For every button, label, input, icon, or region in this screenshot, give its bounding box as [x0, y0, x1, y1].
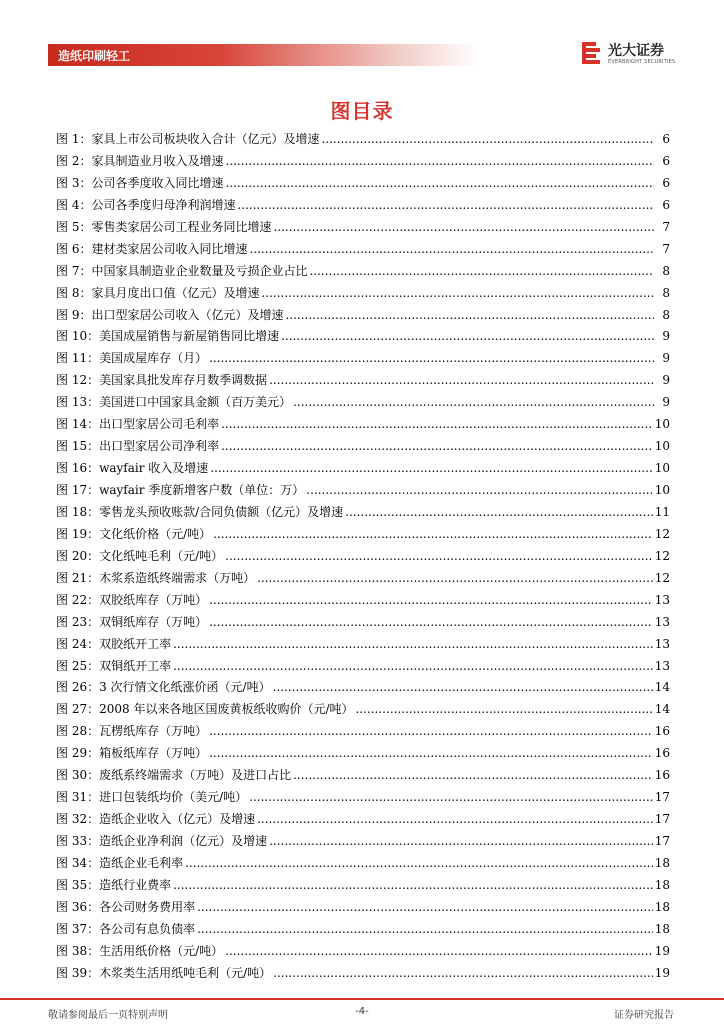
toc-leader-dots [225, 944, 653, 958]
toc-entry-page: 9 [662, 351, 670, 366]
toc-entry[interactable] [56, 130, 670, 152]
toc-entry-label: 图 24：双胶纸开工率 [56, 636, 172, 651]
page-title: 图目录 [330, 99, 394, 123]
toc-leader-dots [209, 724, 653, 738]
toc-entry[interactable] [56, 371, 670, 393]
toc-entry[interactable] [56, 284, 670, 306]
toc-entry-page: 13 [654, 658, 670, 673]
toc-leader-dots [213, 527, 653, 541]
toc-leader-dots [306, 483, 652, 497]
header-section-band [48, 44, 478, 66]
toc-leader-dots [209, 615, 653, 629]
toc-leader-dots [293, 768, 653, 782]
toc-entry-label: 图 26：3 次行情文化纸涨价函（元/吨） [56, 680, 271, 695]
toc-leader-dots [173, 878, 653, 892]
toc-leader-dots [221, 439, 653, 453]
toc-entry-label: 图 21：木浆系造纸终端需求（万吨） [56, 570, 256, 585]
toc-entry-page: 17 [654, 812, 670, 827]
toc-leader-dots [237, 198, 654, 212]
toc-entry-label: 图 28：瓦楞纸库存（万吨） [56, 724, 208, 739]
toc-leader-dots [269, 373, 654, 387]
page-number: -4- [355, 1006, 369, 1017]
toc-leader-dots [261, 286, 654, 300]
toc-entry-page: 10 [654, 439, 670, 454]
logo-english-name: EVERBRIGHT SECURITIES [608, 59, 676, 65]
toc-entry-label: 图 6：建材类家居公司收入同比增速 [56, 241, 248, 256]
toc-entry[interactable] [56, 876, 670, 898]
toc-entry[interactable] [56, 437, 670, 459]
toc-entry-label: 图 10：美国成屋销售与新屋销售同比增速 [56, 329, 280, 344]
toc-entry[interactable] [56, 547, 670, 569]
toc-entry[interactable] [56, 591, 670, 613]
toc-entry[interactable] [56, 240, 670, 262]
toc-entry-label: 图 16：wayfair 收入及增速 [56, 461, 209, 476]
toc-entry-label: 图 37：各公司有息负债率 [56, 921, 196, 936]
toc-entry-page: 6 [662, 153, 670, 168]
toc-leader-dots [173, 637, 653, 651]
toc-leader-dots [197, 900, 653, 914]
toc-entry-label: 图 29：箱板纸库存（万吨） [56, 746, 208, 761]
toc-leader-dots [355, 702, 652, 716]
toc-entry-page: 16 [654, 768, 670, 783]
toc-entry-label: 图 18：零售龙头预收账款/合同负债额（亿元）及增速 [56, 504, 344, 519]
toc-entry[interactable] [56, 174, 670, 196]
toc-entry-label: 图 34：造纸企业毛利率 [56, 855, 184, 870]
toc-entry-label: 图 39：木浆类生活用纸吨毛利（元/吨） [56, 965, 272, 980]
figure-list [56, 130, 670, 986]
footer [0, 1006, 724, 1022]
toc-entry-page: 11 [654, 504, 670, 519]
footer-divider [0, 998, 724, 1000]
toc-entry-label: 图 31：进口包装纸均价（美元/吨） [56, 790, 248, 805]
brand-logo [580, 40, 680, 68]
toc-entry[interactable] [56, 306, 670, 328]
toc-leader-dots [273, 966, 653, 980]
toc-entry-page: 17 [654, 790, 670, 805]
toc-entry[interactable] [56, 393, 670, 415]
toc-entry-label: 图 22：双胶纸库存（万吨） [56, 592, 208, 607]
toc-leader-dots [345, 505, 653, 519]
toc-leader-dots [209, 593, 653, 607]
toc-entry-page: 12 [654, 570, 670, 585]
toc-entry-label: 图 13：美国进口中国家具金额（百万美元） [56, 395, 292, 410]
toc-leader-dots [269, 834, 653, 848]
toc-entry[interactable] [56, 766, 670, 788]
footer-report-type: 证券研究报告 [614, 1010, 674, 1021]
toc-entry-page: 19 [654, 965, 670, 980]
toc-entry-label: 图 12：美国家具批发库存月数季调数据 [56, 373, 268, 388]
toc-entry-page: 8 [662, 307, 670, 322]
toc-entry-label: 图 35：造纸行业费率 [56, 877, 172, 892]
toc-entry[interactable] [56, 525, 670, 547]
toc-entry-label: 图 2：家具制造业月收入及增速 [56, 153, 224, 168]
toc-leader-dots [209, 746, 653, 760]
toc-entry[interactable] [56, 788, 670, 810]
toc-entry-page: 7 [662, 241, 670, 256]
toc-entry-page: 10 [654, 417, 670, 432]
toc-entry-label: 图 33：造纸企业净利润（亿元）及增速 [56, 834, 268, 848]
toc-leader-dots [185, 856, 653, 870]
toc-entry[interactable] [56, 964, 670, 986]
toc-entry-page: 12 [654, 526, 670, 541]
toc-entry-page: 18 [654, 855, 670, 870]
toc-entry-label: 图 32：造纸企业收入（亿元）及增速 [56, 812, 256, 827]
toc-entry-page: 10 [654, 461, 670, 476]
toc-leader-dots [249, 790, 653, 804]
toc-leader-dots [257, 571, 653, 585]
toc-leader-dots [293, 395, 654, 409]
toc-entry[interactable] [56, 832, 670, 854]
toc-entry-page: 8 [662, 263, 670, 278]
toc-entry[interactable] [56, 635, 670, 657]
toc-entry[interactable] [56, 218, 670, 240]
toc-entry-page: 6 [662, 132, 670, 146]
toc-leader-dots [197, 922, 653, 936]
toc-entry-label: 图 11：美国成屋库存（月） [56, 351, 208, 366]
toc-leader-dots [309, 264, 654, 278]
toc-entry-label: 图 5：零售类家居公司工程业务同比增速 [56, 219, 272, 234]
toc-entry-label: 图 23：双铜纸库存（万吨） [56, 614, 208, 629]
toc-entry-page: 6 [662, 175, 670, 190]
toc-entry-label: 图 20：文化纸吨毛利（元/吨） [56, 548, 224, 563]
toc-leader-dots [210, 461, 652, 475]
toc-entry[interactable] [56, 327, 670, 349]
toc-entry[interactable] [56, 722, 670, 744]
toc-entry-label: 图 4：公司各季度归母净利润增速 [56, 197, 236, 212]
toc-entry[interactable] [56, 898, 670, 920]
toc-entry-page: 7 [662, 219, 670, 234]
toc-entry[interactable] [56, 700, 670, 722]
toc-leader-dots [321, 132, 654, 146]
toc-entry[interactable] [56, 810, 670, 832]
toc-entry-page: 13 [654, 592, 670, 607]
toc-entry[interactable] [56, 481, 670, 503]
toc-entry-page: 16 [654, 724, 670, 739]
toc-entry-label: 图 17：wayfair 季度新增客户数（单位：万） [56, 483, 305, 497]
toc-entry-label: 图 15：出口型家居公司净利率 [56, 439, 220, 454]
toc-entry[interactable] [56, 920, 670, 942]
toc-entry-page: 18 [654, 877, 670, 892]
toc-leader-dots [285, 308, 654, 322]
toc-entry[interactable] [56, 942, 670, 964]
toc-entry[interactable] [56, 613, 670, 635]
toc-entry-page: 16 [654, 746, 670, 761]
toc-entry[interactable] [56, 459, 670, 481]
toc-entry-page: 14 [654, 702, 670, 717]
toc-entry-page: 14 [654, 680, 670, 695]
toc-leader-dots [225, 176, 654, 190]
toc-entry-page: 9 [662, 329, 670, 344]
toc-leader-dots [225, 154, 654, 168]
toc-leader-dots [273, 680, 653, 694]
toc-entry-page: 18 [654, 921, 670, 936]
toc-entry-label: 图 27：2008 年以来各地区国废黄板纸收购价（元/吨） [56, 702, 354, 717]
toc-entry-page: 13 [654, 614, 670, 629]
toc-entry-page: 8 [662, 285, 670, 300]
toc-leader-dots [225, 549, 653, 563]
toc-entry[interactable] [56, 678, 670, 700]
toc-entry-label: 图 36：各公司财务费用率 [56, 899, 196, 914]
toc-entry[interactable] [56, 152, 670, 174]
toc-entry[interactable] [56, 262, 670, 284]
toc-entry-label: 图 19：文化纸价格（元/吨） [56, 526, 212, 541]
toc-entry-label: 图 3：公司各季度收入同比增速 [56, 175, 224, 190]
toc-entry-page: 13 [654, 636, 670, 651]
toc-entry-label: 图 38：生活用纸价格（元/吨） [56, 943, 224, 958]
toc-entry[interactable] [56, 657, 670, 679]
everbright-logo-icon [580, 40, 602, 66]
toc-entry-page: 19 [654, 943, 670, 958]
toc-entry-label: 图 9：出口型家居公司收入（亿元）及增速 [56, 307, 284, 322]
toc-entry[interactable] [56, 854, 670, 876]
toc-entry-label: 图 7：中国家具制造业企业数量及亏损企业占比 [56, 263, 308, 278]
toc-entry-label: 图 30：废纸系终端需求（万吨）及进口占比 [56, 768, 292, 783]
toc-entry-label: 图 8：家具月度出口值（亿元）及增速 [56, 285, 260, 300]
toc-leader-dots [281, 329, 654, 343]
toc-leader-dots [249, 242, 654, 256]
toc-leader-dots [209, 351, 654, 365]
toc-entry-page: 10 [654, 483, 670, 497]
toc-entry-label: 图 14：出口型家居公司毛利率 [56, 417, 220, 432]
toc-entry-page: 12 [654, 548, 670, 563]
toc-entry-page: 9 [662, 395, 670, 410]
toc-leader-dots [221, 417, 653, 431]
toc-entry-label: 图 25：双铜纸开工率 [56, 658, 172, 673]
toc-entry-page: 18 [654, 899, 670, 914]
toc-entry-page: 17 [654, 834, 670, 848]
toc-entry[interactable] [56, 196, 670, 218]
toc-leader-dots [173, 659, 653, 673]
footer-disclaimer: 敬请参阅最后一页特别声明 [48, 1010, 168, 1021]
toc-entry-label: 图 1：家具上市公司板块收入合计（亿元）及增速 [56, 132, 320, 146]
toc-leader-dots [273, 220, 654, 234]
toc-entry[interactable] [56, 349, 670, 371]
toc-entry-page: 9 [662, 373, 670, 388]
header-section-label: 造纸印刷轻工 [58, 49, 131, 63]
toc-leader-dots [257, 812, 653, 826]
toc-entry-page: 6 [662, 197, 670, 212]
toc-entry[interactable] [56, 569, 670, 591]
toc-entry[interactable] [56, 503, 670, 525]
toc-entry[interactable] [56, 415, 670, 437]
logo-chinese-name: 光大证券 [608, 43, 664, 59]
toc-entry[interactable] [56, 744, 670, 766]
